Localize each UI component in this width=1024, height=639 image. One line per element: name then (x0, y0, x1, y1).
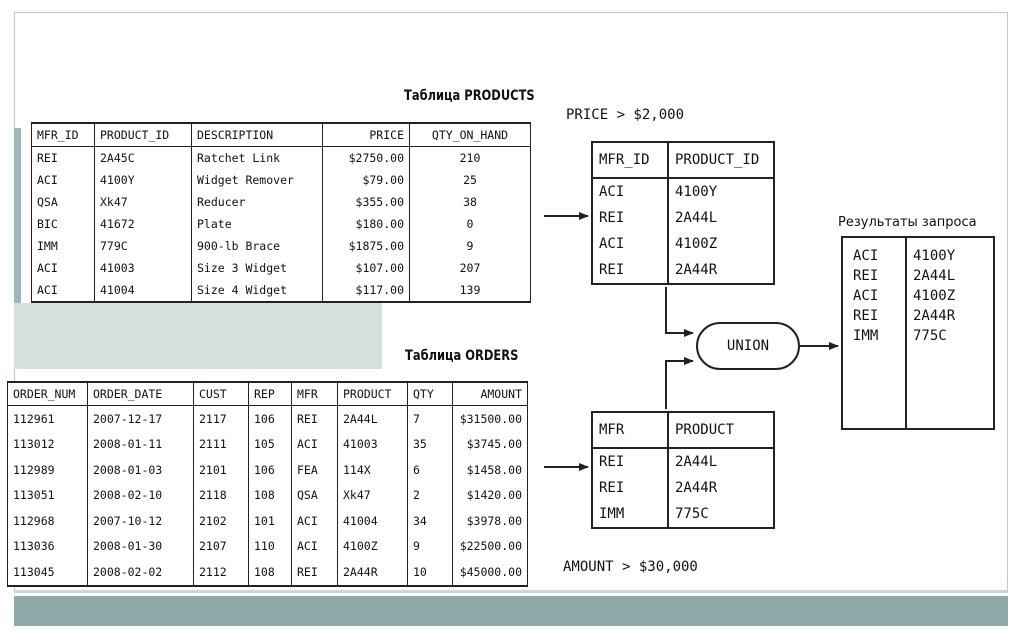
orders-cell: 2107 (194, 534, 249, 560)
price-col-mfr-id: MFR_ID (592, 142, 668, 178)
orders-cell: 101 (249, 508, 292, 534)
orders-col-order-num: ORDER_NUM (8, 382, 88, 406)
orders-cell: Xk47 (338, 483, 408, 509)
result-title: Результаты запроса (838, 215, 977, 230)
orders-cell: 2A44L (338, 406, 408, 432)
orders-col-amount: AMOUNT (453, 382, 528, 406)
orders-cell: $3745.00 (453, 432, 528, 458)
products-cell: REI (32, 147, 95, 170)
products-cell: 38 (410, 191, 531, 213)
orders-cell: QSA (292, 483, 338, 509)
orders-cell: ACI (292, 508, 338, 534)
orders-cell: 41004 (338, 508, 408, 534)
products-cell: $2750.00 (323, 147, 410, 170)
orders-cell: 10 (408, 559, 453, 586)
orders-cell: 113036 (8, 534, 88, 560)
orders-cell: 2A44R (338, 559, 408, 586)
price-cell: ACI (592, 231, 668, 257)
products-cell: Ratchet Link (192, 147, 323, 170)
products-cell: 779C (95, 235, 192, 257)
price-cell: 2A44R (668, 257, 774, 284)
orders-cell: 2112 (194, 559, 249, 586)
result-mfr: REI (853, 308, 879, 324)
products-cell: 41672 (95, 213, 192, 235)
products-cell: $1875.00 (323, 235, 410, 257)
orders-col-mfr: MFR (292, 382, 338, 406)
price-cell: 2A44L (668, 205, 774, 231)
amount-cell: 775C (668, 501, 774, 528)
price-cell: ACI (592, 178, 668, 205)
products-cell: 2A45C (95, 147, 192, 170)
orders-cell: 6 (408, 457, 453, 483)
products-cell: BIC (32, 213, 95, 235)
result-product: 2A44L (913, 268, 956, 284)
products-cell: 41004 (95, 279, 192, 302)
result-mfr: ACI (853, 288, 879, 304)
products-cell: 0 (410, 213, 531, 235)
products-col-description: DESCRIPTION (192, 123, 323, 147)
orders-cell: $31500.00 (453, 406, 528, 432)
products-cell: Plate (192, 213, 323, 235)
products-col-qty: QTY_ON_HAND (410, 123, 531, 147)
orders-cell: 106 (249, 457, 292, 483)
products-cell: 41003 (95, 257, 192, 279)
products-cell: 210 (410, 147, 531, 170)
price-condition: PRICE > $2,000 (566, 107, 685, 123)
orders-cell: 113051 (8, 483, 88, 509)
orders-cell: 35 (408, 432, 453, 458)
orders-cell: $3978.00 (453, 508, 528, 534)
result-product: 2A44R (913, 308, 956, 324)
orders-cell: $45000.00 (453, 559, 528, 586)
products-cell: $180.00 (323, 213, 410, 235)
orders-cell: 2111 (194, 432, 249, 458)
orders-cell: $1420.00 (453, 483, 528, 509)
orders-cell: 2 (408, 483, 453, 509)
amount-cell: IMM (592, 501, 668, 528)
orders-caption: Таблица ORDERS (405, 348, 519, 364)
orders-cell: ACI (292, 534, 338, 560)
amount-cell: 2A44L (668, 448, 774, 475)
products-cell: Size 4 Widget (192, 279, 323, 302)
arrow-amount-to-union (666, 361, 693, 409)
products-cell: Reducer (192, 191, 323, 213)
amount-cell: REI (592, 448, 668, 475)
orders-cell: 2007-12-17 (88, 406, 194, 432)
orders-col-qty: QTY (408, 382, 453, 406)
orders-cell: ACI (292, 432, 338, 458)
products-cell: $117.00 (323, 279, 410, 302)
products-cell: 139 (410, 279, 531, 302)
orders-cell: 7 (408, 406, 453, 432)
products-cell: Xk47 (95, 191, 192, 213)
result-product: 775C (913, 328, 947, 344)
products-cell: $79.00 (323, 169, 410, 191)
orders-cell: 2008-02-10 (88, 483, 194, 509)
products-cell: $355.00 (323, 191, 410, 213)
products-cell: ACI (32, 279, 95, 302)
products-col-product-id: PRODUCT_ID (95, 123, 192, 147)
products-caption: Таблица PRODUCTS (404, 88, 535, 104)
orders-cell: 106 (249, 406, 292, 432)
amount-col-product: PRODUCT (668, 412, 774, 448)
orders-cell: 113045 (8, 559, 88, 586)
orders-cell: 114X (338, 457, 408, 483)
orders-cell: 9 (408, 534, 453, 560)
products-cell: Widget Remover (192, 169, 323, 191)
orders-cell: 112961 (8, 406, 88, 432)
amount-col-mfr: MFR (592, 412, 668, 448)
orders-cell: 2007-10-12 (88, 508, 194, 534)
products-cell: Size 3 Widget (192, 257, 323, 279)
products-col-price: PRICE (323, 123, 410, 147)
orders-cell: REI (292, 406, 338, 432)
products-cell: ACI (32, 169, 95, 191)
orders-cell: $1458.00 (453, 457, 528, 483)
amount-cell: 2A44R (668, 475, 774, 501)
orders-cell: FEA (292, 457, 338, 483)
orders-cell: 2102 (194, 508, 249, 534)
price-cell: REI (592, 257, 668, 284)
orders-cell: 108 (249, 483, 292, 509)
products-cell: 900-lb Brace (192, 235, 323, 257)
products-cell: $107.00 (323, 257, 410, 279)
orders-col-cust: CUST (194, 382, 249, 406)
price-cell: 4100Z (668, 231, 774, 257)
orders-cell: 2117 (194, 406, 249, 432)
orders-cell: 2008-01-11 (88, 432, 194, 458)
orders-cell: 34 (408, 508, 453, 534)
orders-cell: 105 (249, 432, 292, 458)
price-cell: REI (592, 205, 668, 231)
orders-col-rep: REP (249, 382, 292, 406)
amount-cell: REI (592, 475, 668, 501)
result-mfr: ACI (853, 248, 879, 264)
orders-cell: $22500.00 (453, 534, 528, 560)
orders-cell: 2008-02-02 (88, 559, 194, 586)
products-cell: IMM (32, 235, 95, 257)
result-product: 4100Y (913, 248, 956, 264)
amount-condition: AMOUNT > $30,000 (563, 559, 698, 575)
result-mfr: REI (853, 268, 879, 284)
products-cell: QSA (32, 191, 95, 213)
orders-cell: 113012 (8, 432, 88, 458)
price-cell: 4100Y (668, 178, 774, 205)
products-cell: 207 (410, 257, 531, 279)
orders-cell: 2118 (194, 483, 249, 509)
orders-cell: 112989 (8, 457, 88, 483)
result-product: 4100Z (913, 288, 956, 304)
products-cell: ACI (32, 257, 95, 279)
price-col-product-id: PRODUCT_ID (668, 142, 774, 178)
arrow-price-to-union (666, 287, 693, 333)
orders-cell: 112968 (8, 508, 88, 534)
products-cell: 4100Y (95, 169, 192, 191)
orders-cell: 2008-01-03 (88, 457, 194, 483)
orders-cell: 108 (249, 559, 292, 586)
products-cell: 25 (410, 169, 531, 191)
orders-cell: 4100Z (338, 534, 408, 560)
products-cell: 9 (410, 235, 531, 257)
products-col-mfr-id: MFR_ID (32, 123, 95, 147)
orders-cell: REI (292, 559, 338, 586)
orders-cell: 2008-01-30 (88, 534, 194, 560)
orders-col-product: PRODUCT (338, 382, 408, 406)
orders-col-order-date: ORDER_DATE (88, 382, 194, 406)
result-mfr: IMM (853, 328, 879, 344)
orders-cell: 2101 (194, 457, 249, 483)
union-operator: UNION (696, 322, 800, 370)
orders-cell: 110 (249, 534, 292, 560)
orders-cell: 41003 (338, 432, 408, 458)
